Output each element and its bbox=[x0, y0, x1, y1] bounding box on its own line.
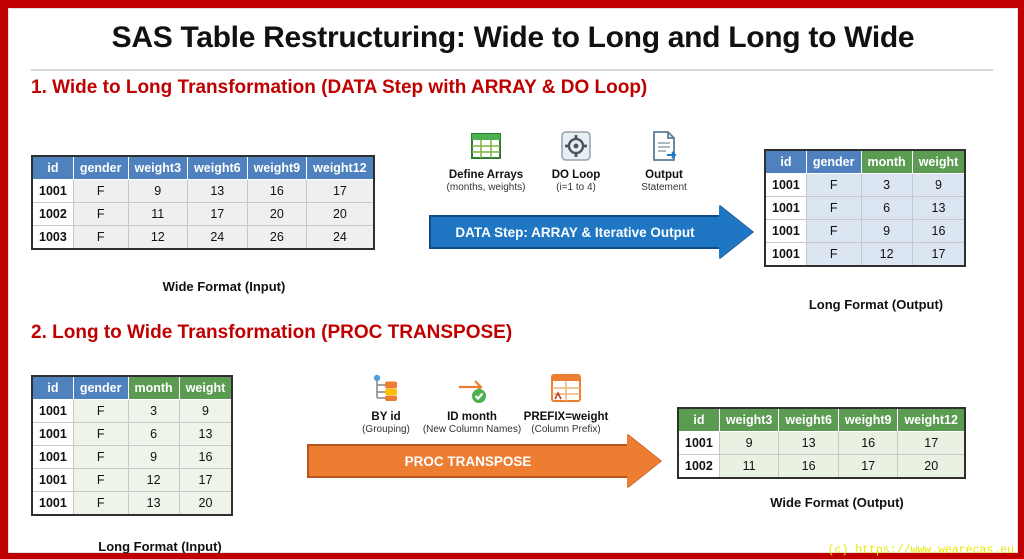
table-row bbox=[32, 469, 232, 492]
table-header-row bbox=[765, 150, 965, 174]
col-header: gender bbox=[73, 376, 128, 400]
section-1-heading: 1. Wide to Long Transformation (DATA Step with ARRAY & DO Loop) bbox=[31, 77, 648, 98]
caption-long-input: Long Format (Input) bbox=[98, 539, 222, 554]
cell: 1001 bbox=[678, 432, 719, 455]
table-row bbox=[32, 400, 232, 423]
col-header: id bbox=[32, 156, 73, 180]
cell: 17 bbox=[188, 203, 248, 226]
cell: 17 bbox=[307, 180, 374, 203]
cell: 6 bbox=[128, 423, 179, 446]
cell: 9 bbox=[861, 220, 912, 243]
cell: 20 bbox=[307, 203, 374, 226]
document-export-icon bbox=[645, 127, 683, 165]
table-row bbox=[32, 226, 374, 250]
gear-icon bbox=[557, 127, 595, 165]
cell: 26 bbox=[247, 226, 307, 250]
step-label: DO Loop bbox=[551, 169, 601, 181]
cell: 1001 bbox=[765, 197, 806, 220]
cell: F bbox=[73, 492, 128, 516]
step-prefix-weight bbox=[507, 369, 625, 436]
cell: 12 bbox=[128, 469, 179, 492]
cell: 16 bbox=[247, 180, 307, 203]
col-header: id bbox=[32, 376, 73, 400]
col-header: weight6 bbox=[188, 156, 248, 180]
arrow-label: DATA Step: ARRAY & Iterative Output bbox=[429, 215, 719, 249]
cell: 24 bbox=[188, 226, 248, 250]
table-row bbox=[32, 203, 374, 226]
table-row bbox=[678, 455, 965, 479]
step-sublabel: (i=1 to 4) bbox=[556, 182, 596, 194]
cell: 13 bbox=[779, 432, 839, 455]
cell: 1001 bbox=[765, 220, 806, 243]
cell: 1001 bbox=[32, 469, 73, 492]
cell: 6 bbox=[861, 197, 912, 220]
cell: 12 bbox=[128, 226, 188, 250]
cell: 1001 bbox=[32, 446, 73, 469]
table-header-row bbox=[678, 408, 965, 432]
table-row bbox=[765, 220, 965, 243]
cell: 13 bbox=[188, 180, 248, 203]
col-header: id bbox=[765, 150, 806, 174]
step-sublabel: (Column Prefix) bbox=[531, 424, 601, 436]
cell: F bbox=[806, 197, 861, 220]
arrow-data-step bbox=[429, 205, 753, 259]
cell: 20 bbox=[898, 455, 965, 479]
table-row bbox=[32, 180, 374, 203]
caption-wide-output: Wide Format (Output) bbox=[770, 495, 904, 510]
caption-wide-input: Wide Format (Input) bbox=[162, 279, 286, 294]
col-header: weight3 bbox=[128, 156, 188, 180]
arrow-proc-transpose bbox=[307, 434, 661, 488]
cell: 1002 bbox=[32, 203, 73, 226]
cell: 3 bbox=[128, 400, 179, 423]
cell: 1002 bbox=[678, 455, 719, 479]
section-2-heading: 2. Long to Wide Transformation (PROC TRANSPOSE) bbox=[31, 322, 513, 343]
prefix-table-icon bbox=[547, 369, 585, 407]
col-header: weight bbox=[912, 150, 965, 174]
table-long-output bbox=[764, 149, 966, 267]
arrow-label: PROC TRANSPOSE bbox=[307, 444, 627, 478]
arrow-head-icon bbox=[627, 434, 661, 488]
table-row bbox=[678, 432, 965, 455]
step-label: Define Arrays bbox=[448, 169, 524, 181]
cell: 17 bbox=[898, 432, 965, 455]
cell: 1003 bbox=[32, 226, 73, 250]
cell: 1001 bbox=[32, 423, 73, 446]
step-sublabel: (months, weights) bbox=[446, 182, 526, 194]
col-header: gender bbox=[73, 156, 128, 180]
table-grid-icon bbox=[467, 127, 505, 165]
table-row bbox=[32, 423, 232, 446]
col-header: weight12 bbox=[307, 156, 374, 180]
cell: F bbox=[73, 203, 128, 226]
step-output-statement bbox=[605, 127, 723, 194]
cell: 13 bbox=[179, 423, 232, 446]
cell: 3 bbox=[861, 174, 912, 197]
cell: 16 bbox=[779, 455, 839, 479]
step-sublabel: (New Column Names) bbox=[422, 424, 522, 436]
step-sublabel: (Grouping) bbox=[362, 424, 410, 436]
col-header: gender bbox=[806, 150, 861, 174]
cell: F bbox=[806, 174, 861, 197]
cell: 16 bbox=[179, 446, 232, 469]
arrow-head-icon bbox=[719, 205, 753, 259]
title-divider bbox=[31, 69, 993, 71]
col-header: weight9 bbox=[838, 408, 898, 432]
table-long-input bbox=[31, 375, 233, 516]
watermark-footer: (c) https://www.wearecas.eu bbox=[827, 544, 1014, 557]
cell: 12 bbox=[861, 243, 912, 267]
cell: 11 bbox=[719, 455, 779, 479]
cell: 9 bbox=[179, 400, 232, 423]
step-label: BY id bbox=[371, 411, 401, 423]
cell: 9 bbox=[128, 180, 188, 203]
cell: 1001 bbox=[32, 492, 73, 516]
cell: 9 bbox=[719, 432, 779, 455]
cell: 1001 bbox=[32, 400, 73, 423]
cell: 9 bbox=[128, 446, 179, 469]
cell: 13 bbox=[128, 492, 179, 516]
cell: 16 bbox=[912, 220, 965, 243]
col-header: month bbox=[128, 376, 179, 400]
cell: F bbox=[73, 180, 128, 203]
step-label: Output bbox=[645, 169, 683, 181]
step-label: ID month bbox=[447, 411, 497, 423]
cell: 20 bbox=[247, 203, 307, 226]
caption-long-output: Long Format (Output) bbox=[808, 297, 944, 312]
table-row bbox=[765, 243, 965, 267]
table-header-row bbox=[32, 156, 374, 180]
hierarchy-group-icon bbox=[367, 369, 405, 407]
col-header: weight bbox=[179, 376, 232, 400]
cell: F bbox=[806, 220, 861, 243]
cell: 17 bbox=[179, 469, 232, 492]
step-label: PREFIX=weight bbox=[523, 411, 609, 423]
table-row bbox=[765, 174, 965, 197]
cell: 17 bbox=[838, 455, 898, 479]
cell: F bbox=[73, 446, 128, 469]
cell: 17 bbox=[912, 243, 965, 267]
cell: F bbox=[73, 400, 128, 423]
table-row bbox=[32, 492, 232, 516]
cell: 1001 bbox=[765, 243, 806, 267]
cell: F bbox=[73, 469, 128, 492]
table-row bbox=[765, 197, 965, 220]
col-header: id bbox=[678, 408, 719, 432]
cell: 13 bbox=[912, 197, 965, 220]
cell: F bbox=[73, 423, 128, 446]
col-header: weight12 bbox=[898, 408, 965, 432]
cell: 20 bbox=[179, 492, 232, 516]
table-row bbox=[32, 446, 232, 469]
slide-frame bbox=[8, 8, 1018, 553]
col-header: weight6 bbox=[779, 408, 839, 432]
cell: 9 bbox=[912, 174, 965, 197]
cell: 11 bbox=[128, 203, 188, 226]
col-header: weight3 bbox=[719, 408, 779, 432]
check-badge-icon bbox=[453, 369, 491, 407]
col-header: weight9 bbox=[247, 156, 307, 180]
cell: 1001 bbox=[32, 180, 73, 203]
cell: 16 bbox=[838, 432, 898, 455]
col-header: month bbox=[861, 150, 912, 174]
table-wide-input bbox=[31, 155, 375, 250]
cell: F bbox=[73, 226, 128, 250]
page-title: SAS Table Restructuring: Wide to Long and Long to Wide bbox=[111, 21, 915, 54]
cell: 24 bbox=[307, 226, 374, 250]
table-wide-output bbox=[677, 407, 966, 479]
cell: 1001 bbox=[765, 174, 806, 197]
step-sublabel: Statement bbox=[641, 182, 687, 194]
table-header-row bbox=[32, 376, 232, 400]
cell: F bbox=[806, 243, 861, 267]
